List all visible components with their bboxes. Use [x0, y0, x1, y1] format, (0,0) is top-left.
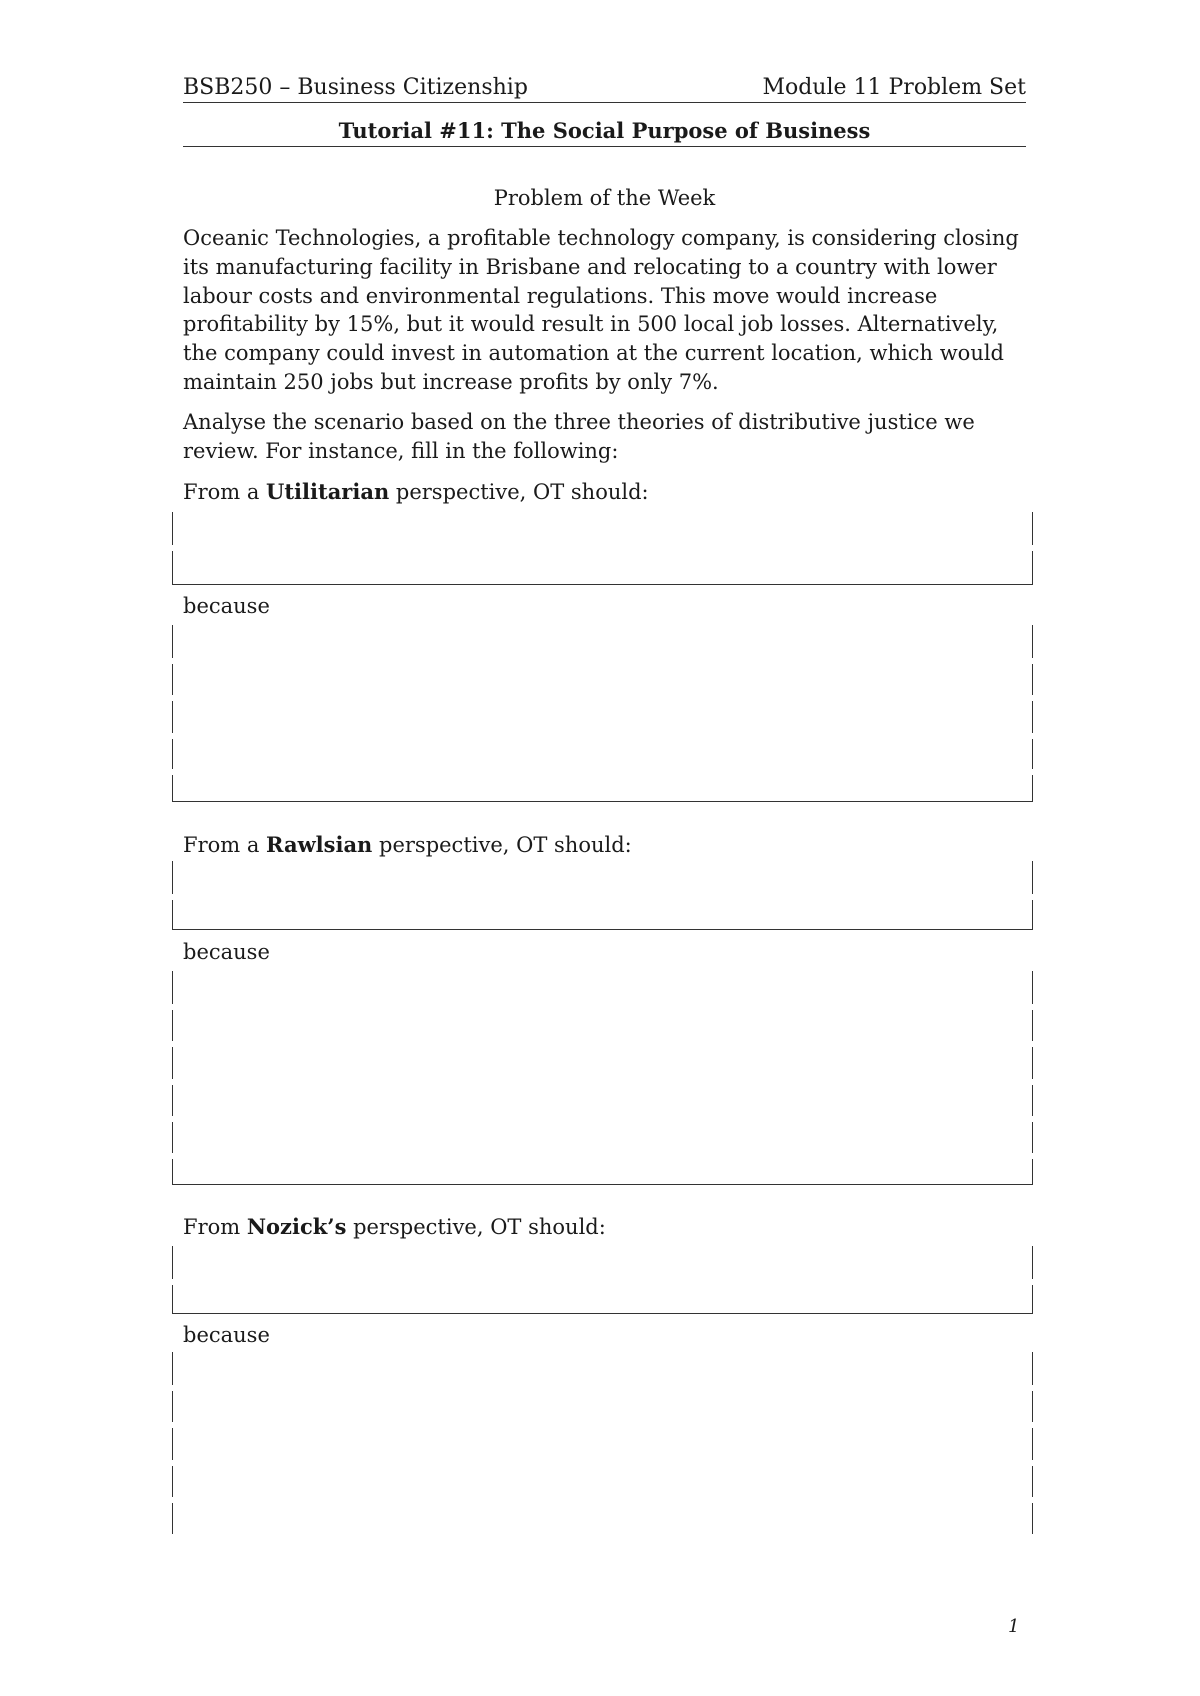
- theory-name: Nozick’s: [246, 1214, 347, 1239]
- nozick-prompt: [183, 1213, 1026, 1241]
- nozick-because-label: because: [183, 1323, 270, 1347]
- rawlsian-should-answer-box[interactable]: [172, 861, 1033, 930]
- prompt-suffix: perspective, OT should:: [346, 1215, 606, 1239]
- prompt-prefix: From a: [183, 833, 267, 857]
- rawlsian-prompt: [183, 831, 1026, 859]
- rawlsian-because-label: because: [183, 940, 270, 964]
- page-title: Tutorial #11: The Social Purpose of Business: [183, 116, 1026, 147]
- nozick-because-answer-box[interactable]: [172, 1352, 1033, 1534]
- prompt-prefix: From a: [183, 480, 267, 504]
- utilitarian-prompt: [183, 478, 1026, 506]
- prompt-suffix: perspective, OT should:: [372, 833, 632, 857]
- page-header: [183, 74, 1026, 103]
- prompt-suffix: perspective, OT should:: [389, 480, 649, 504]
- utilitarian-should-answer-box[interactable]: [172, 512, 1033, 585]
- prompt-prefix: From: [183, 1215, 247, 1239]
- utilitarian-because-label: because: [183, 594, 270, 618]
- theory-name: Utilitarian: [266, 479, 390, 504]
- nozick-should-answer-box[interactable]: [172, 1246, 1033, 1314]
- instructions-paragraph: Analyse the scenario based on the three theories of distributive justice we review. For instance, fill in the following:: [183, 410, 975, 463]
- page-number: 1: [1008, 1616, 1020, 1637]
- rawlsian-because-answer-box[interactable]: [172, 971, 1033, 1185]
- module-name: Module 11 Problem Set: [762, 75, 1026, 100]
- scenario-paragraph: Oceanic Technologies, a profitable technology company, is considering closing its manufacturing facility in Brisbane and relocating to a country with lower labour costs and environmental regulations. This move would increase profitability by 15%, but it would result in 500 local job losses. Alternatively, the company could invest in automation at the current location, which would maintain 250 jobs but increase profits by only 7%.: [183, 226, 1019, 394]
- utilitarian-because-answer-box[interactable]: [172, 625, 1033, 802]
- course-name: BSB250 – Business Citizenship: [183, 75, 528, 100]
- theory-name: Rawlsian: [266, 832, 373, 857]
- section-subtitle: Problem of the Week: [493, 186, 716, 210]
